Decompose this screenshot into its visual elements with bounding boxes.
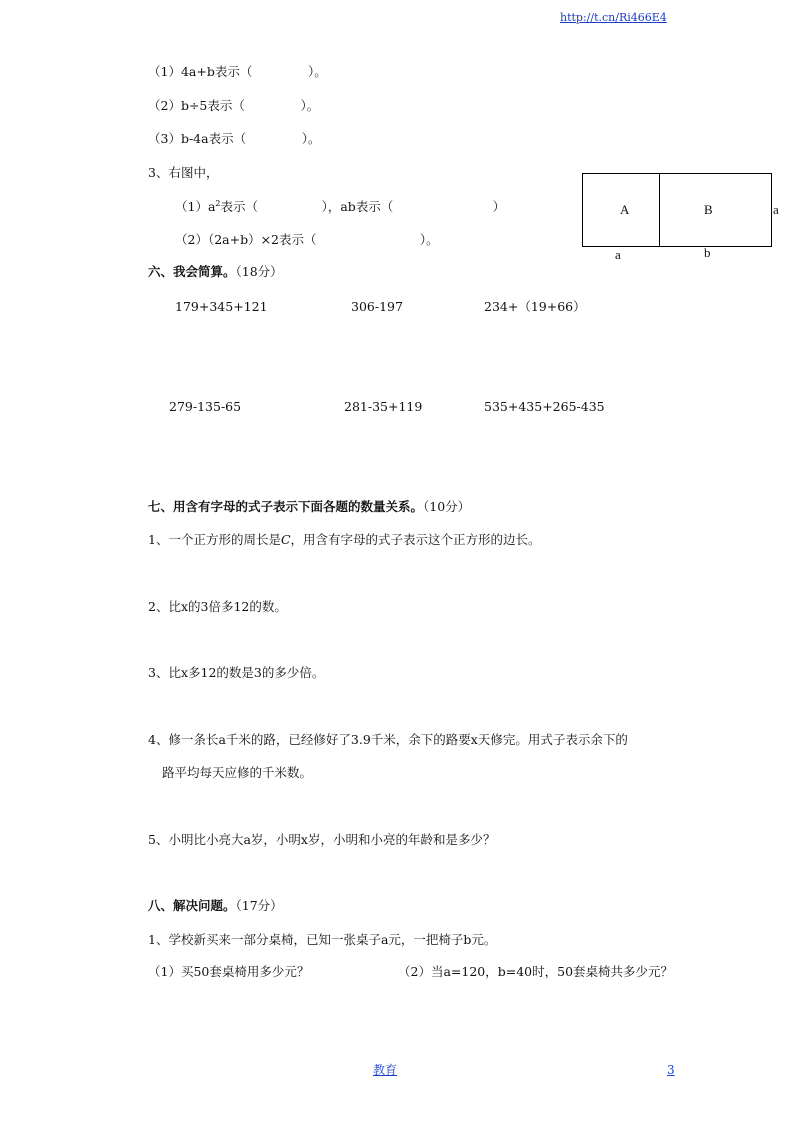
question-7-2: 2、比x的3倍多12的数。 (148, 599, 287, 614)
question-7-5: 5、小明比小亮大a岁，小明x岁，小明和小亮的年龄和是多少？ (148, 832, 496, 847)
question-5-3-1: $(1)a^2$表示（ ），ab表示（ ） (175, 198, 506, 214)
question-5-2-1: （1）4a+b表示（ ）。 (148, 64, 327, 79)
header-link[interactable]: http://t.cn/Ri466E4 (560, 11, 667, 24)
section-8-heading: 八、解决问题。（17分） (148, 898, 283, 913)
calc-4: 279-135-65 (169, 399, 242, 414)
question-8-1-2: （2）当a=120，b=40时，50套桌椅共多少元？ (398, 964, 674, 979)
question-5-2-3: （3）b-4a表示（ ）。 (148, 131, 321, 146)
figure-bottom-b: b (704, 245, 711, 260)
question-8-1-1: （1）买50套桌椅用多少元？ (148, 964, 310, 979)
calc-3: 234+（19+66） (484, 299, 586, 314)
section-6-heading: 六、我会简算。（18分） (148, 264, 283, 279)
figure-divider (659, 173, 660, 247)
question-7-1: 1、一个正方形的周长是C，用含有字母的式子表示这个正方形的边长。 (148, 532, 541, 547)
footer-link[interactable]: 教育 (373, 1063, 398, 1077)
calc-6: 535+435+265-435 (484, 399, 605, 414)
question-7-4-line1: 4、修一条长a千米的路，已经修好了3.9千米，余下的路要x天修完。用式子表示余下的 (148, 732, 628, 747)
figure-bottom-a: a (615, 247, 621, 262)
figure-label-B: B (704, 202, 713, 217)
section-7-heading: 七、用含有字母的式子表示下面各题的数量关系。（10分） (148, 499, 471, 514)
question-8-1: 1、学校新买来一部分桌椅，已知一张桌子a元，一把椅子b元。 (148, 932, 497, 947)
calc-5: 281-35+119 (344, 399, 423, 414)
calc-2: 306-197 (351, 299, 403, 314)
figure-label-A: A (620, 202, 630, 217)
figure-outer-rect (582, 173, 772, 247)
page-number[interactable]: 3 (667, 1063, 675, 1077)
calc-1: 179+345+121 (175, 299, 268, 314)
question-7-4-line2: 路平均每天应修的千米数。 (162, 765, 313, 780)
question-5-3-2: （2）（2a+b）×2表示（ ）。 (175, 232, 439, 247)
figure-side-a: a (773, 202, 779, 217)
question-5-3-title: 3、右图中， (148, 165, 219, 180)
question-5-2-2: （2）b÷5表示（ ）。 (148, 98, 320, 113)
question-7-3: 3、比x多12的数是3的多少倍。 (148, 665, 325, 680)
